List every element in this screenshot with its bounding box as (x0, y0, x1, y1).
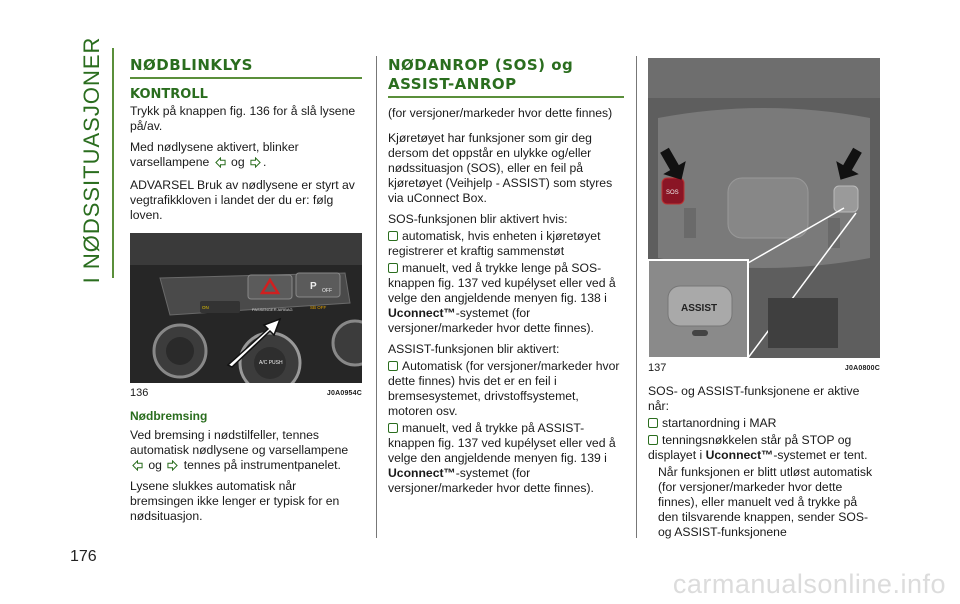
svg-text:A/C PUSH: A/C PUSH (259, 359, 283, 366)
bullet-icon (648, 435, 658, 445)
heading-rule (130, 77, 362, 79)
svg-text:P: P (310, 280, 317, 292)
figure-caption (130, 386, 362, 401)
list-item: manuelt, ved å trykke på ASSIST-knappen fig. 137 ved kupélyset eller ved å velge den angjeldende menyen fig. 139 i Uconnect™-systemet (for versjoner/markeder hvor dette finnes). (388, 420, 616, 495)
figure-number: 137 (648, 362, 667, 374)
paragraph: ASSIST-funksjonen blir aktivert: (388, 341, 560, 356)
turn-right-indicator-icon (250, 157, 261, 168)
paragraph: Med nødlysene aktivert, blinker varsellampene og . (130, 139, 299, 169)
list-item: tenningsnøkkelen står på STOP og displayet i Uconnect™-systemet er tent. (648, 433, 868, 462)
chapter-title: I NØDSSITUASJONER (79, 36, 104, 284)
svg-text:PASSENGER AIRBAG: PASSENGER AIRBAG (252, 306, 293, 312)
overhead-console-photo (648, 58, 880, 358)
figure-caption (648, 361, 880, 376)
paragraph: (for versjoner/markeder hvor dette finnes) (388, 105, 613, 120)
figure-code: J0A0954C (326, 389, 362, 397)
column-emergency-lights (130, 56, 362, 530)
assist-button-label: ASSIST (681, 303, 718, 314)
svg-text:ON: ON (202, 304, 209, 310)
heading-rule (388, 96, 624, 98)
subheading-control: KONTROLL (130, 86, 208, 102)
column-divider (376, 56, 377, 538)
paragraph: SOS-funksjonen blir aktivert hvis: (388, 211, 568, 226)
turn-left-indicator-icon (132, 460, 143, 471)
p-off-label: OFF (322, 287, 332, 294)
turn-left-indicator-icon (215, 157, 226, 168)
list-item: manuelt, ved å trykke lenge på SOS-knappen fig. 137 ved kupélyset eller ved å velge den angjeldende menyen fig. 138 i Uconnect™-systemet (for versjoner/markeder hvor dette finnes). (388, 260, 616, 335)
bullet-icon (388, 361, 398, 371)
svg-text:SB OFF: SB OFF (310, 304, 327, 310)
figure-sos-buttons (648, 58, 880, 358)
watermark: carmanualsonline.info (672, 569, 946, 599)
list-item: automatisk, hvis enheten i kjøretøyet registrerer et kraftig sammenstøt (388, 228, 601, 258)
paragraph: Når funksjonen er blitt utløst automatisk (for versjoner/markeder hvor dette finnes), eller manuelt ved å trykke på den tilsvarende knappen, sender SOS- og ASSIST-funksjonene (658, 465, 873, 539)
page-number: 176 (70, 548, 97, 565)
list-item: startanordning i MAR (648, 416, 880, 431)
column-divider (636, 56, 637, 538)
column-sos-assist (388, 56, 624, 502)
figure-code: J0A0800C (844, 365, 880, 372)
paragraph: Trykk på knappen fig. 136 for å slå lysene på/av. (130, 103, 356, 133)
bullet-icon (388, 231, 398, 241)
section-heading: NØDBLINKLYS (130, 56, 253, 74)
chapter-rule (112, 48, 114, 278)
figure-hazard-button (130, 233, 362, 383)
list-item: Automatisk (for versjoner/markeder hvor dette finnes) hvis det er en feil i bremsesystemet, drivstoffsystemet, motoren osv. (388, 358, 620, 418)
section-heading-line2: ASSIST-ANROP (388, 75, 517, 93)
bullet-icon (388, 423, 398, 433)
sos-button-label: SOS (666, 190, 679, 196)
turn-right-indicator-icon (167, 460, 178, 471)
column-sos-figure (648, 58, 880, 546)
paragraph: Lysene slukkes automatisk når bremsingen ikke lenger er typisk for en nødsituasjon. (130, 478, 340, 523)
paragraph: Kjøretøyet har funksjoner som gir deg dersom det oppstår en ulykke og/eller nødssituasjon (SOS), eller en feil på kjøretøyet (Veihjelp - ASSIST) som styres via uConnect Box. (388, 130, 613, 205)
paragraph: SOS- og ASSIST-funksjonene er aktive når: (648, 384, 860, 413)
section-heading-line1: NØDANROP (SOS) og (388, 56, 574, 74)
bullet-icon (648, 418, 658, 428)
paragraph: Ved bremsing i nødstilfeller, tennes automatisk nødlysene og varsellampene og tennes på instrumentpanelet. (130, 427, 349, 472)
bullet-icon (388, 263, 398, 273)
dashboard-photo (130, 233, 362, 383)
warning-paragraph: ADVARSEL Bruk av nødlysene er styrt av vegtrafikkloven i landet der du er: følg loven. (130, 177, 355, 222)
figure-number: 136 (130, 386, 149, 399)
subheading-braking: Nødbremsing (130, 408, 208, 423)
